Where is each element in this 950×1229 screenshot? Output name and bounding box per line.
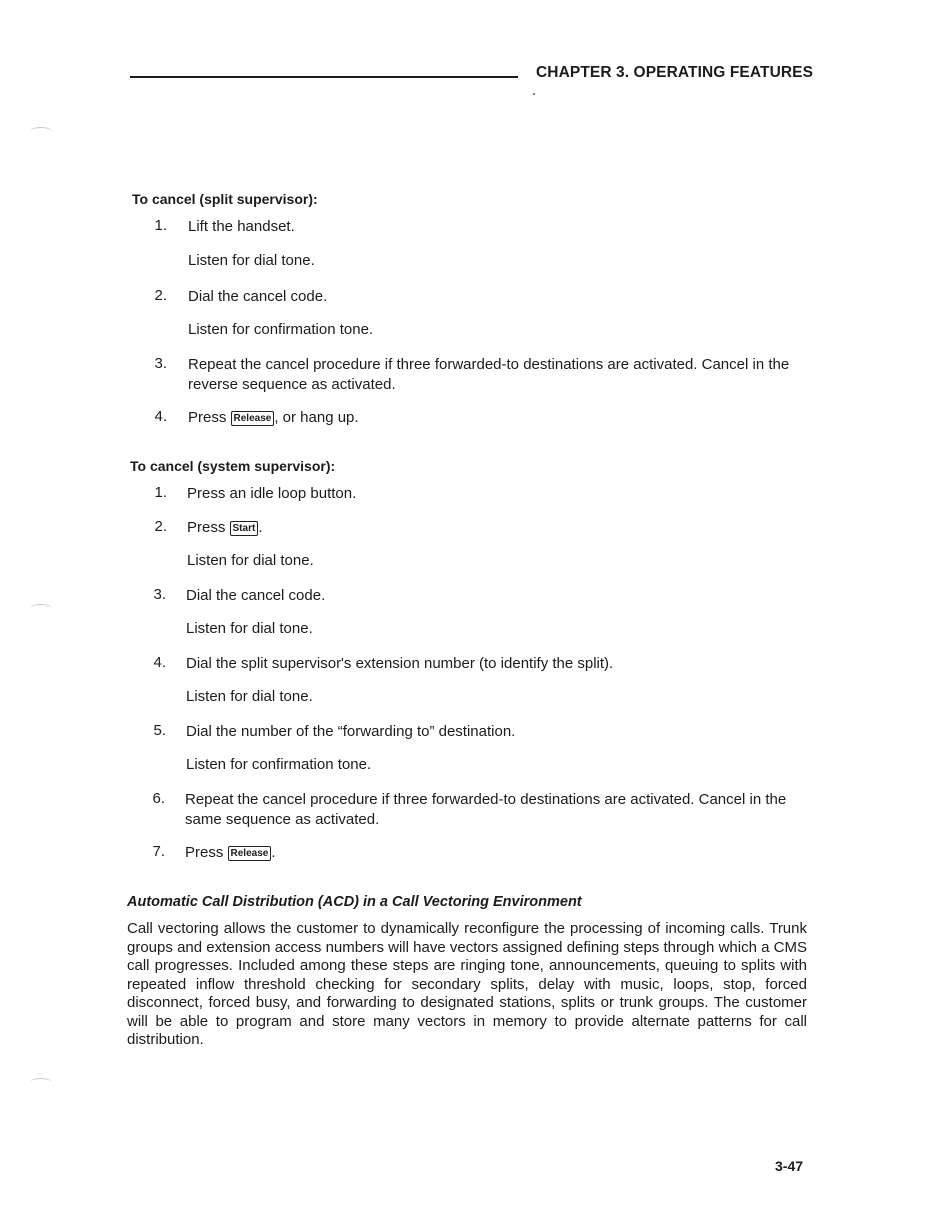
step-text: Repeat the cancel procedure if three forwarded-to destinations are activated. Cancel in the same sequence as activated. bbox=[185, 791, 787, 828]
step-suffix: . bbox=[271, 844, 276, 861]
step-text: Repeat the cancel procedure if three forwarded-to destinations are activated. Cancel in the reverse sequence as activated. bbox=[188, 356, 790, 393]
step-text: Dial the cancel code. bbox=[188, 288, 328, 305]
stray-mark bbox=[533, 93, 535, 95]
step-number: 3. bbox=[154, 355, 167, 372]
binder-hole-mark bbox=[30, 127, 52, 136]
page-number: 3-47 bbox=[775, 1158, 804, 1174]
step-note: Listen for confirmation tone. bbox=[186, 756, 372, 773]
step-note: Listen for dial tone. bbox=[187, 552, 314, 569]
step-note: Listen for confirmation tone. bbox=[188, 321, 374, 338]
acd-body-paragraph: Call vectoring allows the customer to dynamically reconfigure the processing of incoming calls. Trunk groups and extension access numbers will have vectors assigned defining steps through which a CMS call progresses. Included among these steps are ringing tone, announcements, queuing to splits with repeated inflow threshold checking for secondary splits, delay with music, loops, stop, forced disconnect, forced busy, and forwarding to designated stations, splits or trunk groups. The customer will be able to program and store many vectors in memory to provide alternate patterns for call distribution. bbox=[127, 920, 807, 1048]
acd-heading: Automatic Call Distribution (ACD) in a Call Vectoring Environment bbox=[127, 894, 582, 910]
step-suffix: , or hang up. bbox=[274, 409, 359, 426]
step-prefix: Press bbox=[187, 519, 226, 536]
step-number: 1. bbox=[154, 217, 167, 234]
step-text bbox=[185, 843, 815, 863]
header-rule bbox=[130, 76, 518, 78]
system-supervisor-heading: To cancel (system supervisor): bbox=[130, 458, 336, 474]
step-number: 7. bbox=[152, 843, 165, 860]
step-text: Dial the number of the “forwarding to” destination. bbox=[186, 723, 516, 740]
step-note: Listen for dial tone. bbox=[186, 620, 313, 637]
release-key-icon: Release bbox=[228, 846, 272, 861]
binder-hole-mark bbox=[30, 604, 52, 613]
step-number: 6. bbox=[152, 790, 165, 807]
step-text: Dial the split supervisor's extension number (to identify the split). bbox=[186, 655, 614, 672]
step-number: 1. bbox=[154, 484, 167, 501]
step-note: Listen for dial tone. bbox=[188, 252, 315, 269]
step-prefix: Press bbox=[188, 409, 227, 426]
start-key-icon: Start bbox=[230, 521, 259, 536]
step-number: 2. bbox=[154, 287, 167, 304]
step-text: Lift the handset. bbox=[188, 218, 295, 235]
split-supervisor-heading: To cancel (split supervisor): bbox=[132, 191, 318, 207]
step-text: Dial the cancel code. bbox=[186, 587, 326, 604]
step-prefix: Press bbox=[185, 844, 224, 861]
binder-hole-mark bbox=[30, 1078, 52, 1087]
release-key-icon: Release bbox=[231, 411, 275, 426]
step-number: 4. bbox=[154, 408, 167, 425]
step-number: 2. bbox=[154, 518, 167, 535]
step-note: Listen for dial tone. bbox=[186, 688, 313, 705]
step-number: 5. bbox=[153, 722, 166, 739]
step-number: 4. bbox=[153, 654, 166, 671]
step-suffix: . bbox=[258, 519, 263, 536]
step-text bbox=[187, 518, 817, 538]
step-text: Press an idle loop button. bbox=[187, 485, 357, 502]
step-text bbox=[188, 408, 818, 428]
chapter-title: CHAPTER 3. OPERATING FEATURES bbox=[536, 64, 814, 81]
step-number: 3. bbox=[153, 586, 166, 603]
